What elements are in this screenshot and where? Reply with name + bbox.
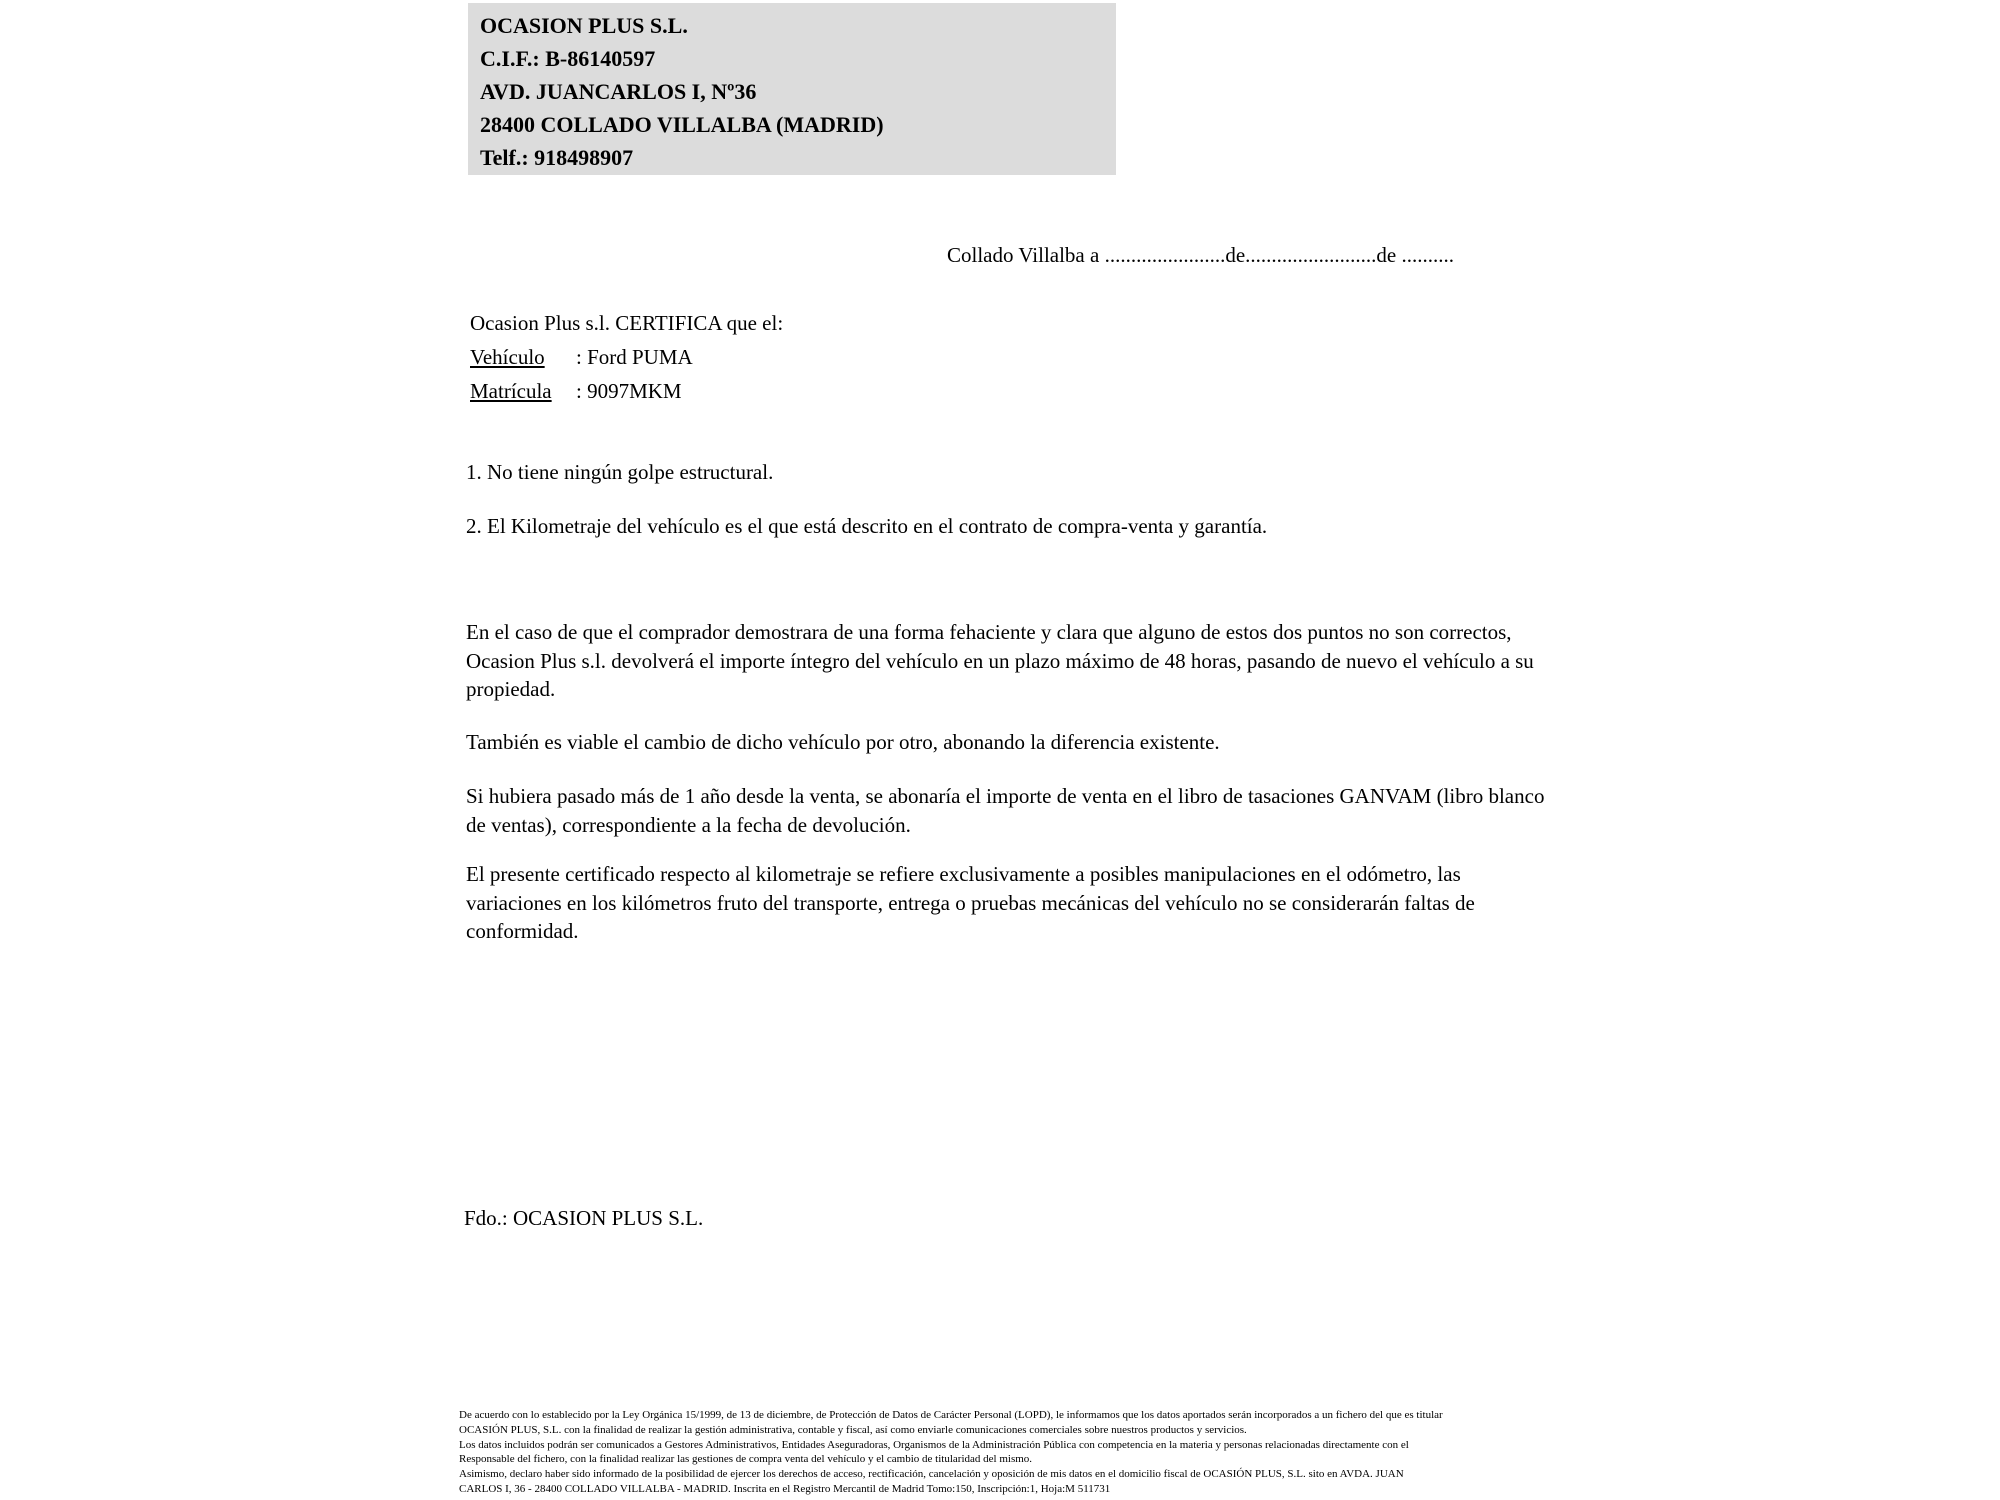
plate-field-row — [470, 374, 783, 408]
legal-footer — [459, 1408, 1559, 1497]
legal-footer-line-5: Asimismo, declaro haber sido informado de la posibilidad de ejercer los derechos de acceso, rectificación, cancelación y oposición de mis datos en el domicilio fiscal de OCASIÓN PLUS, S.L. sito en AVDA. JUAN — [459, 1468, 1404, 1481]
certification-block — [470, 306, 783, 408]
certification-intro: Ocasion Plus s.l. CERTIFICA que el: — [470, 311, 784, 335]
company-name: OCASION PLUS S.L. — [480, 13, 688, 38]
company-phone: Telf.: 918498907 — [480, 145, 634, 170]
legal-footer-line-4: Responsable del fichero, con la finalidad realizar las gestiones de compra venta del vehículo y el cambio de titularidad del mismo. — [459, 1453, 1033, 1466]
ganvam-clause-paragraph: Si hubiera pasado más de 1 año desde la venta, se abonaría el importe de venta en el libro de tasaciones GANVAM (libro blanco de ventas), correspondiente a la fecha de devolución. — [466, 784, 1545, 837]
vehicle-field-label: Vehículo — [470, 345, 545, 369]
company-city: 28400 COLLADO VILLALBA (MADRID) — [480, 112, 884, 137]
vehicle-field-value: : Ford PUMA — [576, 345, 693, 369]
legal-footer-line-1: De acuerdo con lo establecido por la Ley Orgánica 15/1999, de 13 de diciembre, de Protección de Datos de Carácter Personal (LOPD), le informamos que los datos aportados serán incorporados a un fichero del que es titular — [459, 1409, 1443, 1421]
plate-field-value: : 9097MKM — [576, 379, 682, 403]
signature-line: Fdo.: OCASION PLUS S.L. — [464, 1206, 704, 1230]
refund-clause-paragraph: En el caso de que el comprador demostrara de una forma fehaciente y clara que alguno de estos dos puntos no son correctos, Ocasion Plus s.l. devolverá el importe íntegro del vehículo en un plazo máximo de 48 horas, pasando de nuevo el vehículo a su propiedad. — [466, 620, 1534, 701]
date-fill-in-line: Collado Villalba a .......................de.........................de .......... — [947, 243, 1454, 267]
odometer-clause-paragraph: El presente certificado respecto al kilometraje se refiere exclusivamente a posibles manipulaciones en el odómetro, las variaciones en los kilómetros fruto del transporte, entrega o pruebas mecánicas del vehículo no se considerarán faltas de conformidad. — [466, 862, 1475, 943]
legal-footer-line-3: Los datos incluidos podrán ser comunicados a Gestores Administrativos, Entidades Aseguradoras, Organismos de la Administración Pública con competencia en la materia y personas relacionadas directamente con el — [459, 1438, 1409, 1451]
company-header-box — [468, 3, 1116, 175]
certified-point-1: 1. No tiene ningún golpe estructural. — [466, 460, 774, 484]
legal-footer-line-6: CARLOS I, 36 - 28400 COLLADO VILLALBA - MADRID. Inscrita en el Registro Mercantil de Madrid Tomo:150, Inscripción:1, Hoja:M 511731 — [459, 1482, 1111, 1495]
vehicle-field-row — [470, 340, 783, 374]
company-cif: C.I.F.: B-86140597 — [480, 46, 656, 71]
exchange-clause-paragraph: También es viable el cambio de dicho vehículo por otro, abonando la diferencia existente. — [466, 730, 1220, 754]
company-address: AVD. JUANCARLOS I, Nº36 — [480, 79, 757, 104]
certified-point-2: 2. El Kilometraje del vehículo es el que está descrito en el contrato de compra-venta y garantía. — [466, 514, 1268, 538]
legal-footer-line-2: OCASIÓN PLUS, S.L. con la finalidad de realizar la gestión administrativa, contable y fiscal, así como enviarle comunicaciones comerciales sobre nuestros productos y servicios. — [459, 1423, 1247, 1436]
plate-field-label: Matrícula — [470, 379, 552, 403]
